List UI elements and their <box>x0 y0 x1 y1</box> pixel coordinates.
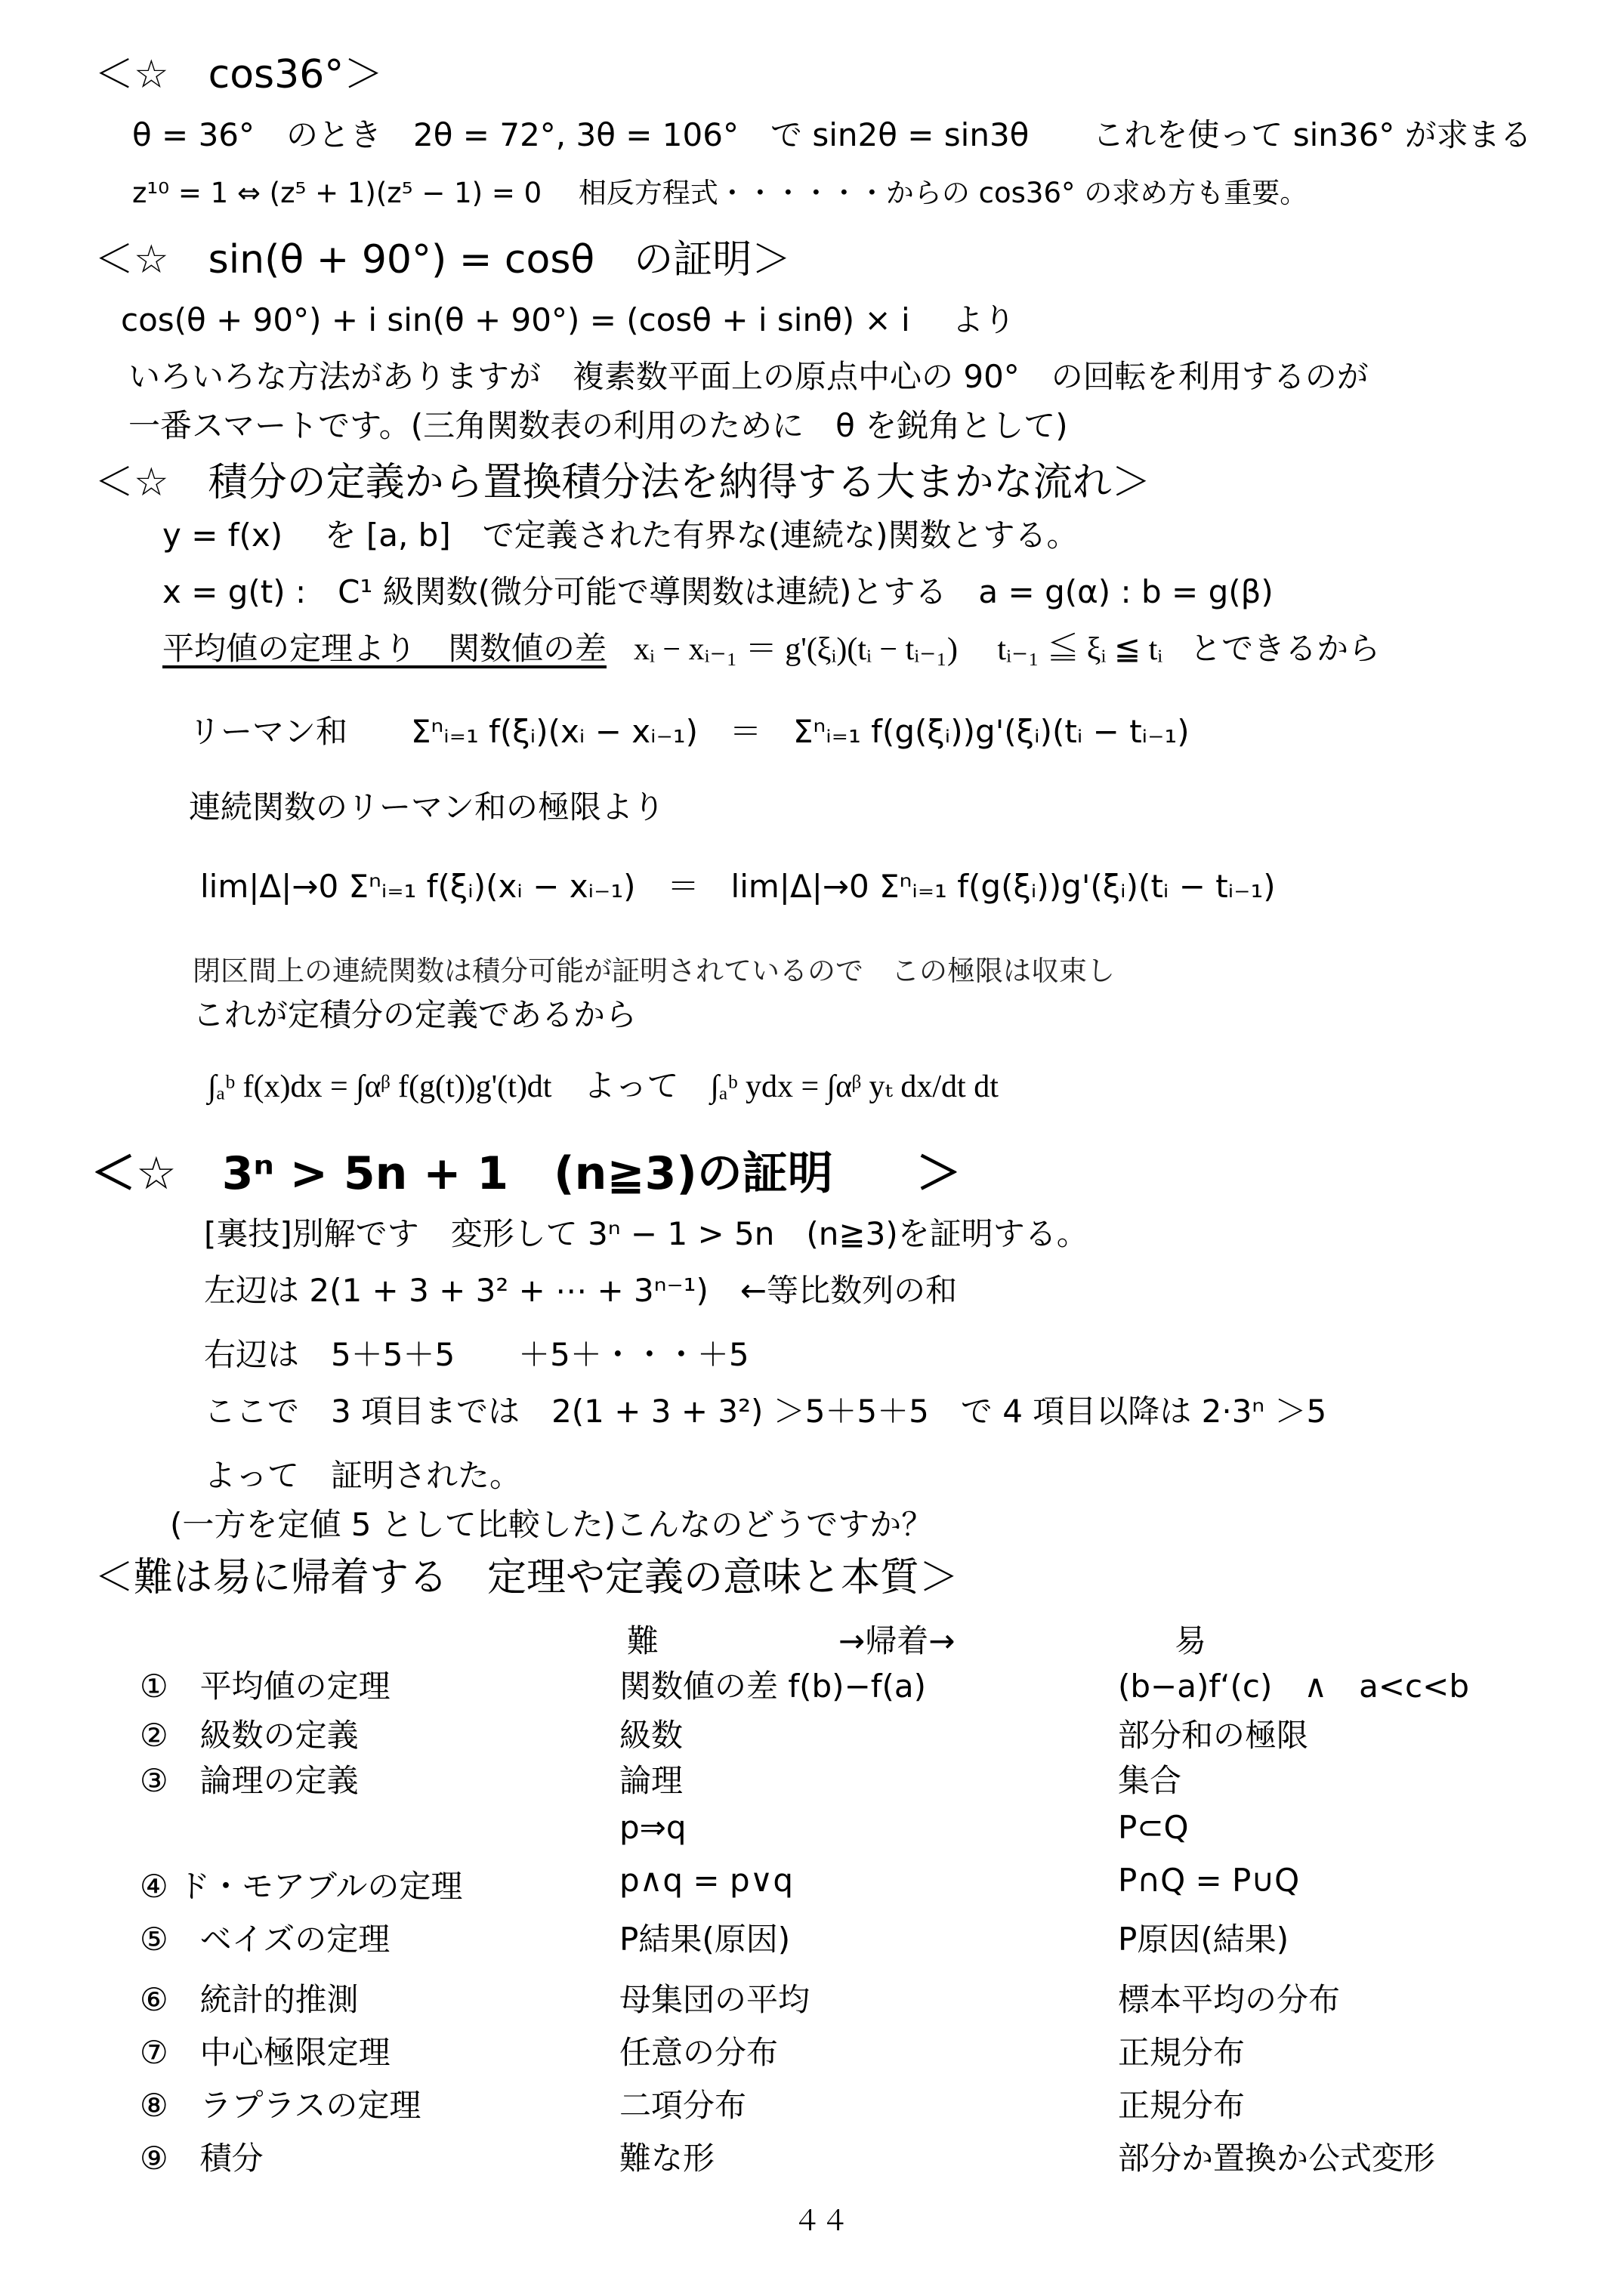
heading-inequality-close: ＞ <box>915 1147 962 1200</box>
table-row-10-name: ⑨ 積分 <box>140 2140 264 2177</box>
heading-inequality-text: ＜☆ 3ⁿ > 5n + 1 (n≧3)の証明 <box>91 1147 833 1200</box>
cos36-line-2: z¹⁰ = 1 ⇔ (z⁵ + 1)(z⁵ − 1) = 0 相反方程式・・・・・・からの cos36° の求め方も重要。 <box>132 177 1308 209</box>
table-row-3-hard: 論理 <box>619 1762 684 1799</box>
substitution-line-5: 閉区間上の連続関数は積分可能が証明されているので この極限は収束し <box>193 955 1115 987</box>
table-row-7-hard: 母集団の平均 <box>619 1981 810 2018</box>
table-row-1-hard: 関数値の差 f(b)−f(a) <box>619 1668 927 1705</box>
cos36-line-1: θ = 36° のとき 2θ = 72°, 3θ = 106° で sin2θ = sin3θ これを使って sin36° が求まる <box>132 116 1532 153</box>
table-row-6-hard: P結果(原因) <box>619 1921 791 1958</box>
mean-value-line <box>162 631 1380 668</box>
table-row-4-hard: p⇒q <box>619 1809 687 1846</box>
table-row-2-hard: 級数 <box>619 1717 684 1754</box>
table-row-1-easy: (b−a)f‘(c) ∧ a<c<b <box>1118 1668 1469 1705</box>
inequality-line-1: [裏技]別解です 変形して 3ⁿ − 1 > 5n (n≧3)を証明する。 <box>204 1215 1088 1252</box>
table-row-2-easy: 部分和の極限 <box>1118 1717 1309 1754</box>
column-easy: 易 <box>1175 1622 1207 1659</box>
table-row-5-name: ④ ド・モアブルの定理 <box>140 1868 463 1905</box>
table-row-6-easy: P原因(結果) <box>1118 1921 1289 1958</box>
riemann-limit: lim|Δ|→0 Σⁿᵢ₌₁ f(ξᵢ)(xᵢ − xᵢ₋₁) ＝ lim|Δ|→0 Σⁿᵢ₌₁ f(g(ξᵢ))g'(ξᵢ)(tᵢ − tᵢ₋₁) <box>200 868 1276 905</box>
table-row-5-easy: P∩Q = P∪Q <box>1118 1862 1300 1899</box>
table-row-7-easy: 標本平均の分布 <box>1118 1981 1341 2018</box>
riemann-sum: リーマン和 Σⁿᵢ₌₁ f(ξᵢ)(xᵢ − xᵢ₋₁) ＝ Σⁿᵢ₌₁ f(g(ξᵢ))g'(ξᵢ)(tᵢ − tᵢ₋₁) <box>189 713 1190 750</box>
inequality-line-4: ここで 3 項目までは 2(1 + 3 + 3²) ＞5＋5＋5 で 4 項目以降は 2·3ⁿ ＞5 <box>204 1393 1327 1430</box>
table-row-9-hard: 二項分布 <box>619 2087 747 2124</box>
table-row-8-name: ⑦ 中心極限定理 <box>140 2034 391 2071</box>
table-row-1-name: ① 平均値の定理 <box>140 1668 391 1705</box>
sin-proof-line-3: 一番スマートです。(三角関数表の利用のために θ を鋭角として) <box>128 407 1068 444</box>
heading-substitution: ＜☆ 積分の定義から置換積分法を納得する大まかな流れ＞ <box>94 460 1151 505</box>
substitution-line-1: y = f(x) を [a, b] で定義された有界な(連続な)関数とする。 <box>162 517 1079 554</box>
mean-value-label: 平均値の定理より 関数値の差 <box>162 630 607 667</box>
mean-value-formula: xᵢ − xᵢ₋₁ ＝ g'(ξᵢ)(tᵢ − tᵢ₋₁) tᵢ₋₁ ≦ ξᵢ ≦ tᵢ <box>634 632 1163 667</box>
table-row-4-easy: P⊂Q <box>1118 1809 1189 1846</box>
page-number: ４４ <box>793 2205 849 2237</box>
substitution-line-2: x = g(t) : C¹ 級関数(微分可能で導関数は連続)とする a = g(α) : b = g(β) <box>162 573 1274 610</box>
table-row-10-hard: 難な形 <box>619 2140 715 2177</box>
table-row-10-easy: 部分か置換か公式変形 <box>1118 2140 1436 2177</box>
inequality-line-5: よって 証明された。 <box>204 1457 522 1494</box>
heading-reduction: ＜難は易に帰着する 定理や定義の意味と本質＞ <box>94 1555 959 1600</box>
heading-sin-proof: ＜☆ sin(θ + 90°) = cosθ の証明＞ <box>94 237 792 282</box>
column-arrow: →帰着→ <box>838 1622 956 1659</box>
sin-proof-line-1: cos(θ + 90°) + i sin(θ + 90°) = (cosθ + i sinθ) × i より <box>121 301 1016 338</box>
substitution-line-6: これが定積分の定義であるから <box>193 996 638 1033</box>
substitution-line-4: 連続関数のリーマン和の極限より <box>189 789 665 826</box>
table-row-9-name: ⑧ ラプラスの定理 <box>140 2087 421 2124</box>
table-row-8-easy: 正規分布 <box>1118 2034 1246 2071</box>
integral-formula: ∫ₐᵇ f(x)dx = ∫αᵝ f(g(t))g'(t)dt よって ∫ₐᵇ ydx = ∫αᵝ yₜ dx/dt dt <box>208 1069 999 1104</box>
mean-value-tail: とできるから <box>1190 630 1381 667</box>
heading-cos36: ＜☆ cos36°＞ <box>94 52 384 97</box>
column-hard: 難 <box>627 1622 659 1659</box>
table-row-8-hard: 任意の分布 <box>619 2034 779 2071</box>
inequality-line-3: 右辺は 5＋5＋5 ＋5＋・・・＋5 <box>204 1336 749 1373</box>
table-row-5-hard: p∧q = p∨q <box>619 1862 794 1899</box>
table-row-2-name: ② 級数の定義 <box>140 1717 359 1754</box>
sin-proof-line-2: いろいろな方法がありますが 複素数平面上の原点中心の 90° の回転を利用するのが <box>128 358 1369 395</box>
inequality-line-2: 左辺は 2(1 + 3 + 3² + ⋯ + 3ⁿ⁻¹) ←等比数列の和 <box>204 1272 958 1309</box>
table-row-9-easy: 正規分布 <box>1118 2087 1246 2124</box>
table-row-7-name: ⑥ 統計的推測 <box>140 1981 359 2018</box>
heading-inequality <box>91 1148 962 1200</box>
inequality-line-6: (一方を定値 5 として比較した)こんなのどうですか？ <box>170 1506 934 1543</box>
table-row-6-name: ⑤ ベイズの定理 <box>140 1921 391 1958</box>
table-row-3-easy: 集合 <box>1118 1762 1182 1799</box>
table-row-3-name: ③ 論理の定義 <box>140 1762 359 1799</box>
